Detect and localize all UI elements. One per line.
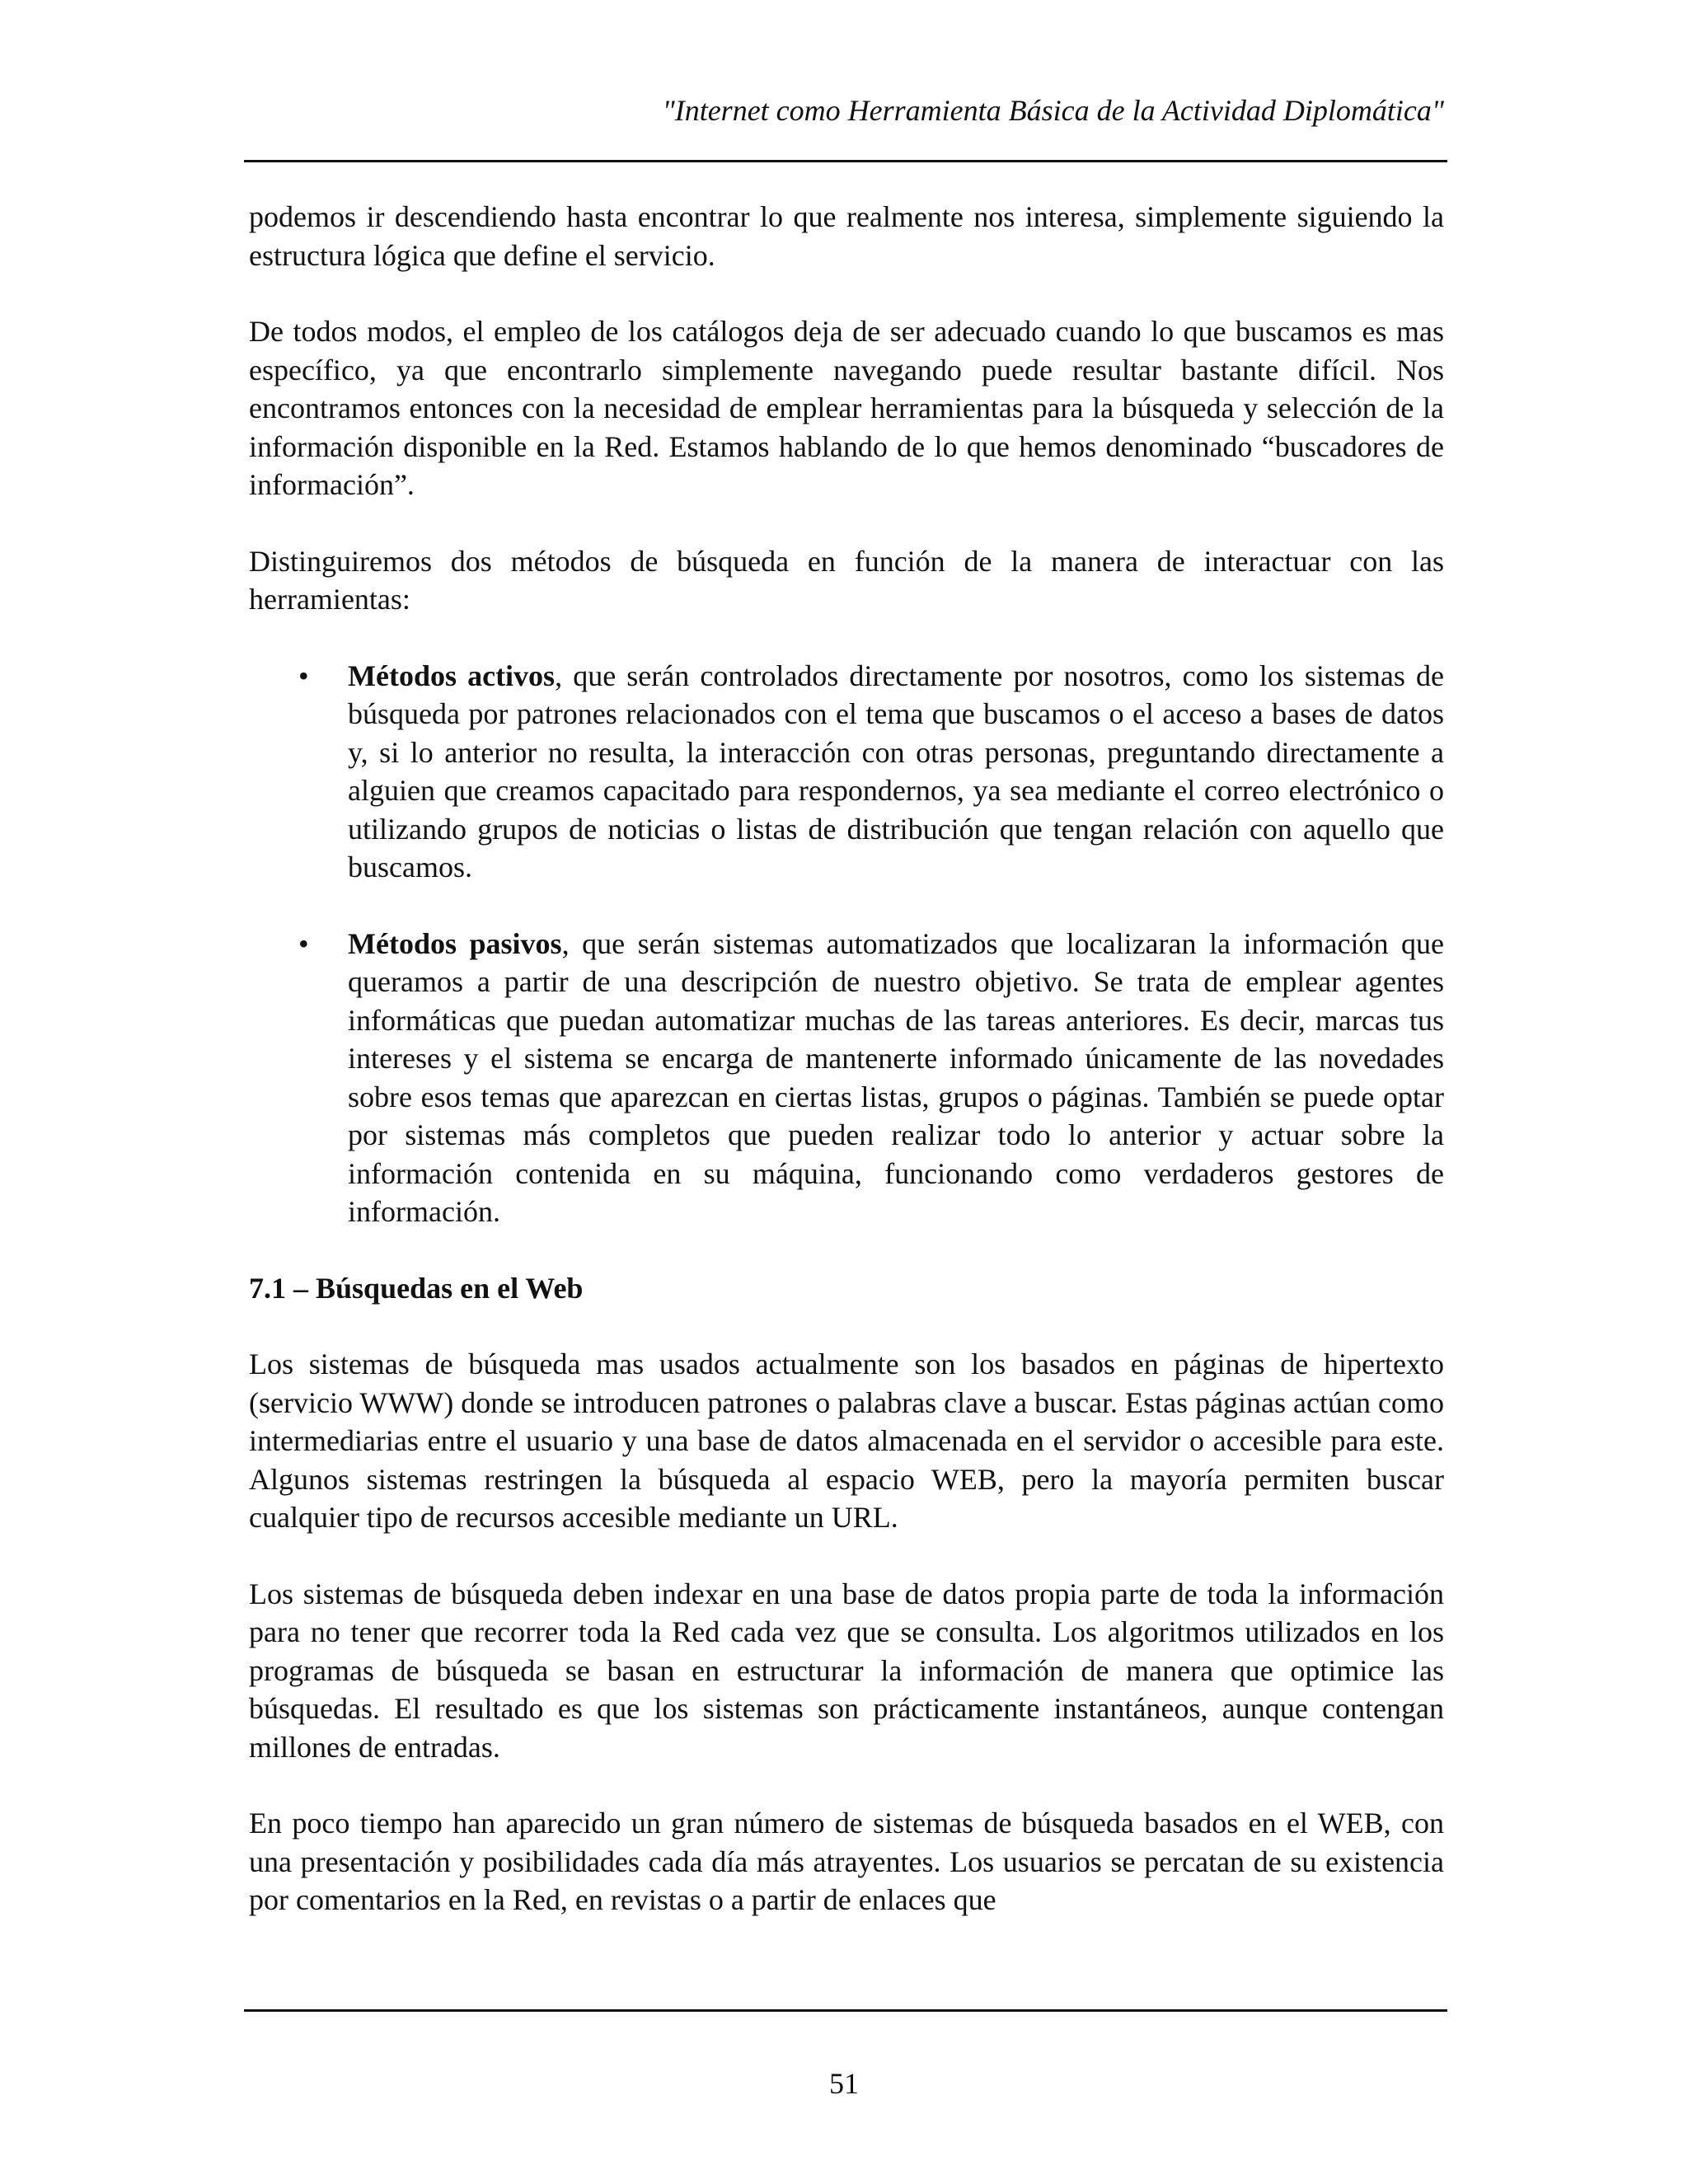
page-body [249, 198, 1444, 1957]
footer-rule [244, 2009, 1447, 2012]
header-rule [244, 160, 1447, 162]
list-item-active-methods [249, 657, 1444, 887]
description-active-methods: , que serán controlados directamente por nosotros, como los sistemas de búsqueda por patrones relacionados con el tema que buscamos o el acceso a bases de datos y, si lo anterior no resulta, la interacción con otras personas, preguntando directamente a alguien que creamos capacitado para respondernos, ya sea mediante el correo electrónico o utilizando grupos de noticias o listas de distribución que tengan relación con aquello que buscamos. [348, 658, 1444, 883]
list-item-passive-methods [249, 925, 1444, 1231]
term-passive-methods: Métodos pasivos [348, 926, 562, 960]
running-header: "Internet como Herramienta Básica de la Actividad Diplomática" [662, 94, 1444, 127]
paragraph-continuation: podemos ir descendiendo hasta encontrar lo que realmente nos interesa, simplemente siguiendo la estructura lógica que define el servicio. [249, 200, 1444, 272]
description-passive-methods: , que serán sistemas automatizados que localizaran la información que queramos a partir de una descripción de nuestro objetivo. Se trata de emplear agentes informáticas que puedan automatizar muchas de las tareas anteriores. Es decir, marcas tus intereses y el sistema se encarga de mantenerte informado únicamente de las novedades sobre esos temas que aparezcan en ciertas listas, grupos o páginas. También se puede optar por sistemas más completos que pueden realizar todo lo anterior y actuar sobre la información contenida en su máquina, funcionando como verdaderos gestores de información. [348, 926, 1444, 1228]
paragraph-indexing: Los sistemas de búsqueda deben indexar en una base de datos propia parte de toda la información para no tener que recorrer toda la Red cada vez que se consulta. Los algoritmos utilizados en los programas de búsqueda se basan en estructurar la información de manera que optimice las búsquedas. El resultado es que los sistemas son prácticamente instantáneos, aunque contengan millones de entradas. [249, 1577, 1444, 1764]
bullet-marker: • [298, 926, 309, 960]
bullet-marker: • [298, 658, 309, 692]
paragraph-new-systems: En poco tiempo han aparecido un gran número de sistemas de búsqueda basados en el WEB, con una presentación y posibilidades cada día más atrayentes. Los usuarios se percatan de su existencia por comentarios en la Red, en revistas o a partir de enlaces que [249, 1807, 1444, 1916]
paragraph-catalogs: De todos modos, el empleo de los catálogos deja de ser adecuado cuando lo que buscamos es mas específico, ya que encontrarlo simplemente navegando puede resultar bastante difícil. Nos encontramos entonces con la necesidad de emplear herramientas para la búsqueda y selección de la información disponible en la Red. Estamos hablando de lo que hemos denominado “buscadores de información”. [249, 315, 1444, 501]
section-heading: 7.1 – Búsquedas en el Web [249, 1271, 584, 1305]
term-active-methods: Métodos activos [348, 658, 556, 692]
paragraph-search-systems: Los sistemas de búsqueda mas usados actualmente son los basados en páginas de hipertexto (servicio WWW) donde se introducen patrones o palabras clave a buscar. Estas páginas actúan como intermediarias entre el usuario y una base de datos almacenada en el servidor o accesible para este. Algunos sistemas restringen la búsqueda al espacio WEB, pero la mayoría permiten buscar cualquier tipo de recursos accesible mediante un URL. [249, 1347, 1444, 1534]
paragraph-methods-intro: Distinguiremos dos métodos de búsqueda en función de la manera de interactuar con las herramientas: [249, 544, 1444, 616]
methods-list [249, 657, 1444, 1231]
page-number: 51 [829, 2067, 859, 2100]
